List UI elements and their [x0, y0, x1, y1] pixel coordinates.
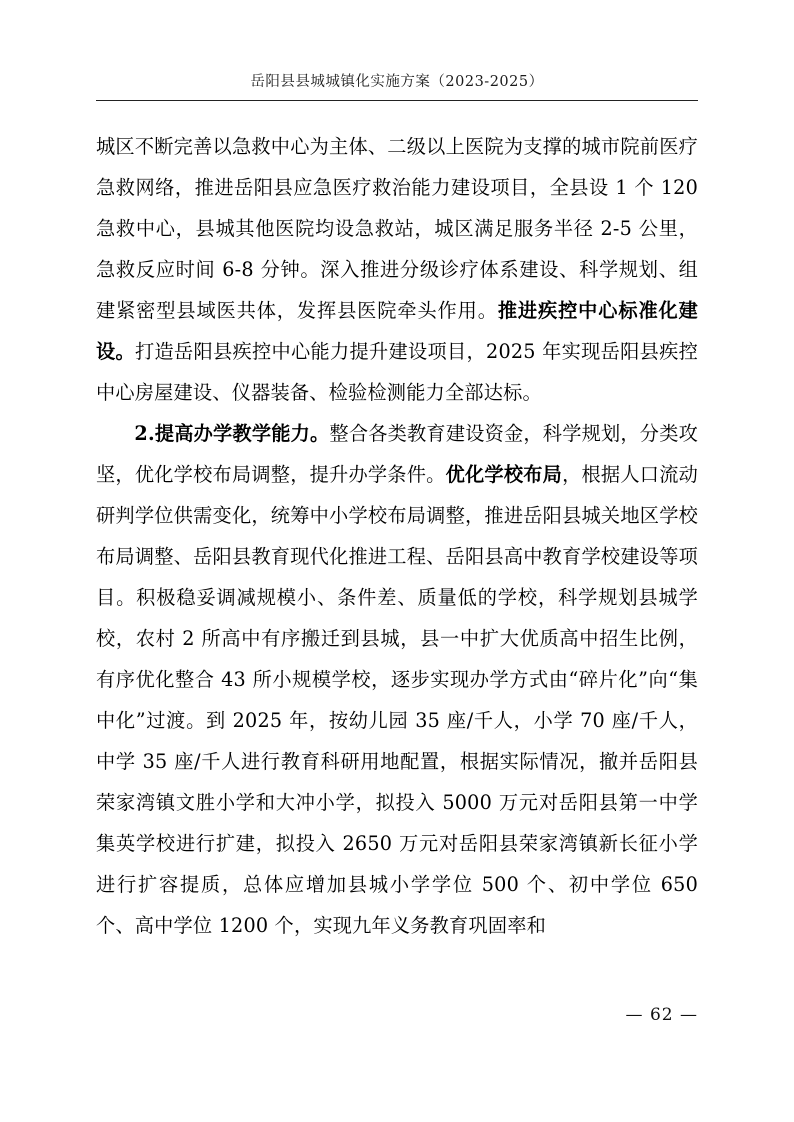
- text-run: ，根据人口流动研判学位供需变化，统筹中小学校布局调整，推进岳阳县城关地区学校布局调整、岳阳县教育现代化推进工程、岳阳县高中教育学校建设等项目。积极稳妥调减规模小、条件差、质量低的学校，科学规划县城学校，农村 2 所高中有序搬迁到县城，县一中扩大优质高中招生比例，有序优化整合 43 所小规模学校，逐步实现办学方式由“碎片化”向“集中化”过渡。到 2025 年，按幼儿园 35 座/千人，小学 70 座/千人，中学 35 座/千人进行教育科研用地配置，根据实际情况，撤并岳阳县荣家湾镇文胜小学和大冲小学，拟投入 5000 万元对岳阳县第一中学集英学校进行扩建，拟投入 2650 万元对岳阳县荣家湾镇新长征小学进行扩容提质，总体应增加县城小学学位 500 个、初中学位 650 个、高中学位 1200 个，实现九年义务教育巩固率和: [96, 463, 698, 937]
- text-run: 打造岳阳县疾控中心能力提升建设项目，2025 年实现岳阳县疾控中心房屋建设、仪器装备、检验检测能力全部达标。: [96, 340, 698, 404]
- paragraph-1: [96, 126, 698, 413]
- page-header: [96, 72, 698, 92]
- emphasis-run: 推进疾控中心标准化建设。: [96, 299, 699, 363]
- paragraph-2: [96, 413, 698, 946]
- text-run: 城区不断完善以急救中心为主体、二级以上医院为支撑的城市院前医疗急救网络，推进岳阳县应急医疗救治能力建设项目，全县设 1 个 120 急救中心，县城其他医院均设急救站，城区满足服务半径 2-5 公里，急救反应时间 6-8 分钟。深入推进分级诊疗体系建设、科学规划、组建紧密型县域医共体，发挥县医院牵头作用。: [96, 135, 698, 322]
- page-footer: [96, 1005, 698, 1025]
- document-body: [96, 126, 698, 946]
- header-title: 岳阳县县城城镇化实施方案（2023-2025）: [250, 74, 544, 90]
- emphasis-run: 优化学校布局: [445, 463, 563, 486]
- text-run: 整合各类教育建设资金，科学规划，分类攻坚，优化学校布局调整，提升办学条件。: [96, 422, 698, 486]
- header-divider: [96, 100, 698, 101]
- page-number: — 62 —: [625, 1005, 698, 1025]
- emphasis-run: 2.提高办学教学能力。: [134, 422, 330, 445]
